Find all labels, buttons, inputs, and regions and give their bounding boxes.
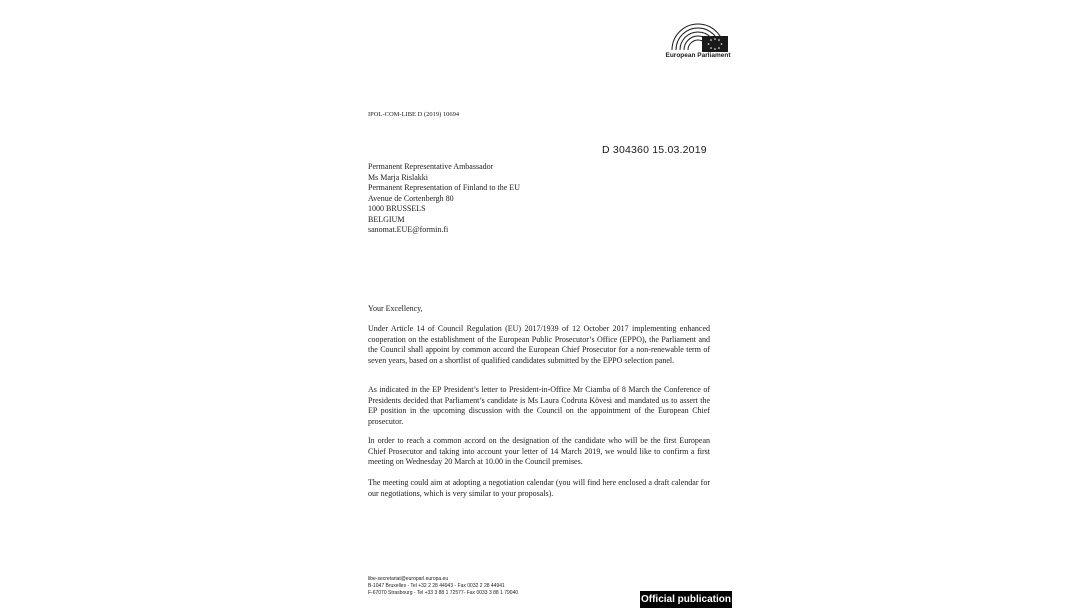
- footer-line: libe-secretariat@europarl.europa.eu: [368, 576, 449, 582]
- body-paragraph: As indicated in the EP President’s letter to President-in-Office Mr Ciamba of 8 March the Conference of Presidents decided that Parliament’s candidate is Ms Laura Codruta Kövesi and mandated us to assert the EP position in the upcoming discussion with the Council on the appointment of the European Chief prosecutor.: [368, 385, 710, 426]
- address-line: Ms Marja Rislakki: [368, 172, 428, 182]
- document-number-date: D 304360 15.03.2019: [602, 144, 707, 156]
- footer-line: B-1047 Bruxelles - Tel +32 2 28 44943 - Fax 0032 2 28 44941: [368, 583, 505, 589]
- address-line: 1000 BRUSSELS: [368, 204, 426, 213]
- body-paragraph: Under Article 14 of Council Regulation (EU) 2017/1939 of 12 October 2017 implementing enhanced cooperation on the establishment of the European Public Prosecutor’s Office (EPPO), the Parliament and the Council shall appoint by common accord the European Chief Prosecutor for a non-renewable term of seven years, based on a shortlist of qualified candidates submitted by the EPPO selection panel.: [368, 324, 710, 365]
- address-email: sanomat.EUE@formin.fi: [368, 225, 449, 234]
- recipient-address: [368, 162, 520, 236]
- address-line: BELGIUM: [368, 214, 405, 224]
- letter-page: [344, 0, 736, 608]
- address-line: Permanent Representative Ambassador: [368, 162, 494, 171]
- logo-caption: European Parliament: [665, 52, 731, 59]
- reference-number: IPOL-COM-LIBE D (2019) 10694: [368, 111, 460, 118]
- official-publication-badge: Official publication: [640, 591, 732, 608]
- body-paragraph: In order to reach a common accord on the designation of the candidate who will be the first European Chief Prosecutor and taking into account your letter of 14 March 2019, we would like to confirm a first meeting on Wednesday 20 March at 10.00 in the Council premises.: [368, 436, 710, 466]
- salutation: Your Excellency,: [368, 304, 423, 313]
- address-line: Permanent Representation of Finland to the EU: [368, 183, 520, 192]
- address-line: Avenue de Cortenbergh 80: [368, 193, 454, 203]
- footer-contact: [368, 576, 518, 597]
- footer-line: F-67070 Strasbourg - Tel +33 3 88 1 72577- Fax 0033 3 88 1 79040: [368, 590, 519, 596]
- body-paragraph: The meeting could aim at adopting a negotiation calendar (you will find here enclosed a draft calendar for our negotiations, which is very similar to your proposals).: [368, 478, 710, 498]
